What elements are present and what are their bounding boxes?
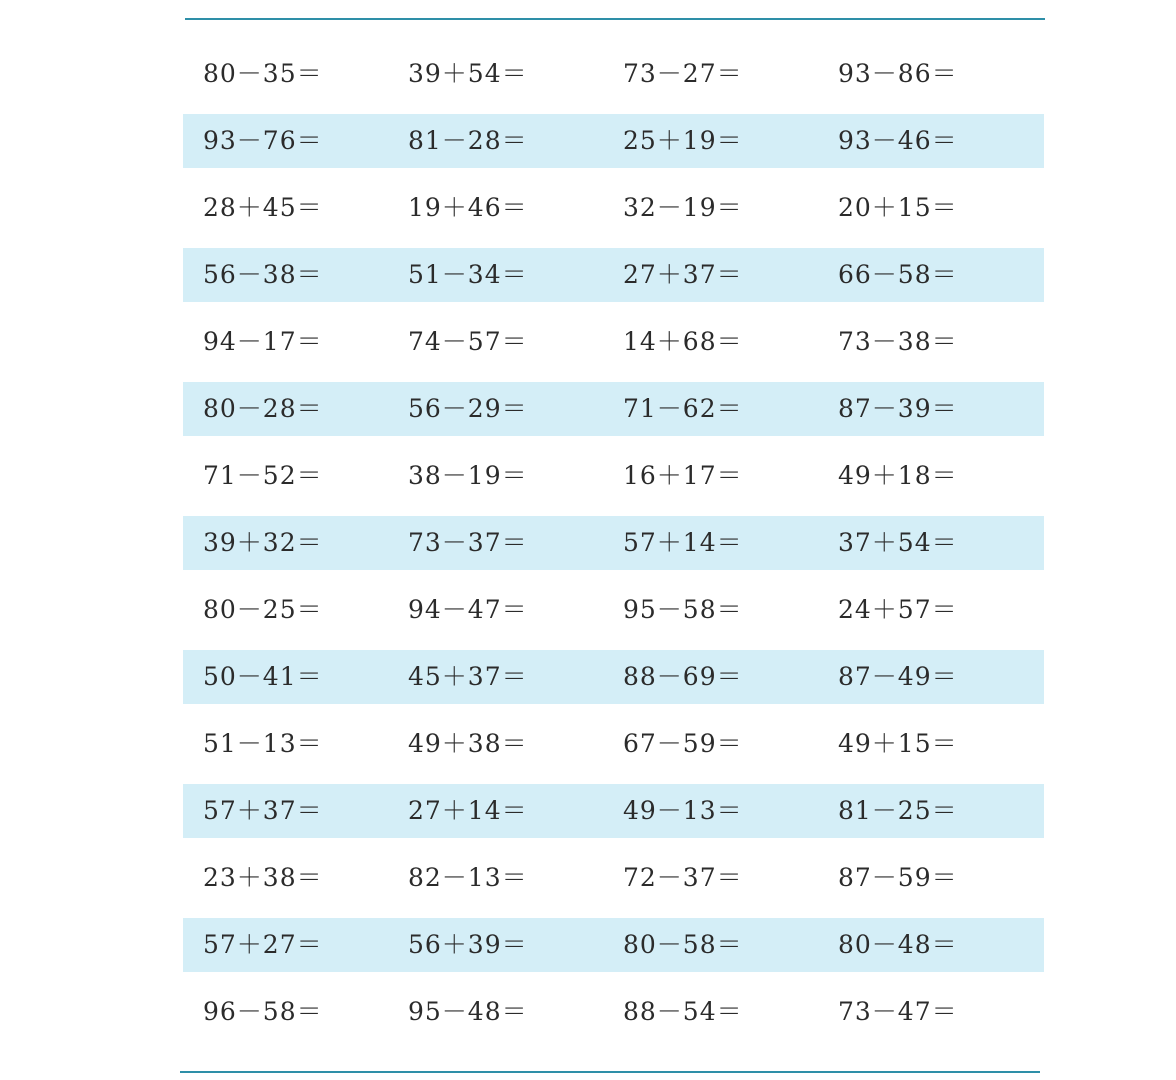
problem-row (183, 382, 1044, 436)
problem-row (183, 181, 1044, 235)
arithmetic-problem: 87－39＝ (838, 394, 958, 423)
arithmetic-problem: 80－48＝ (838, 930, 958, 959)
arithmetic-problem: 51－13＝ (203, 729, 323, 758)
arithmetic-problem: 25＋19＝ (623, 126, 743, 155)
problem-row (183, 985, 1044, 1039)
arithmetic-problem: 73－37＝ (408, 528, 528, 557)
arithmetic-problem: 37＋54＝ (838, 528, 958, 557)
arithmetic-problem: 93－86＝ (838, 59, 958, 88)
arithmetic-problem: 27＋37＝ (623, 260, 743, 289)
arithmetic-problem: 14＋68＝ (623, 327, 743, 356)
problem-row (183, 315, 1044, 369)
arithmetic-problem: 56－29＝ (408, 394, 528, 423)
arithmetic-problem: 72－37＝ (623, 863, 743, 892)
arithmetic-problem: 57＋27＝ (203, 930, 323, 959)
arithmetic-problem: 39＋54＝ (408, 59, 528, 88)
arithmetic-problem: 80－25＝ (203, 595, 323, 624)
problem-row (183, 114, 1044, 168)
arithmetic-problem: 80－28＝ (203, 394, 323, 423)
arithmetic-problem: 71－52＝ (203, 461, 323, 490)
problem-row (183, 717, 1044, 771)
arithmetic-problem: 49＋15＝ (838, 729, 958, 758)
problem-row (183, 47, 1044, 101)
problem-row (183, 650, 1044, 704)
arithmetic-problem: 49－13＝ (623, 796, 743, 825)
arithmetic-problem: 80－35＝ (203, 59, 323, 88)
top-rule (185, 18, 1045, 20)
problem-row (183, 583, 1044, 637)
arithmetic-problem: 87－59＝ (838, 863, 958, 892)
arithmetic-problem: 96－58＝ (203, 997, 323, 1026)
arithmetic-problem: 80－58＝ (623, 930, 743, 959)
arithmetic-problem: 38－19＝ (408, 461, 528, 490)
arithmetic-problem: 66－58＝ (838, 260, 958, 289)
arithmetic-problem: 23＋38＝ (203, 863, 323, 892)
problem-row (183, 918, 1044, 972)
arithmetic-problem: 45＋37＝ (408, 662, 528, 691)
arithmetic-problem: 50－41＝ (203, 662, 323, 691)
arithmetic-problem: 88－54＝ (623, 997, 743, 1026)
arithmetic-problem: 73－27＝ (623, 59, 743, 88)
arithmetic-problem: 93－76＝ (203, 126, 323, 155)
arithmetic-problem: 71－62＝ (623, 394, 743, 423)
arithmetic-problem: 49＋38＝ (408, 729, 528, 758)
arithmetic-problem: 20＋15＝ (838, 193, 958, 222)
arithmetic-problem: 81－28＝ (408, 126, 528, 155)
arithmetic-problem: 49＋18＝ (838, 461, 958, 490)
arithmetic-problem: 95－48＝ (408, 997, 528, 1026)
arithmetic-problem: 57＋37＝ (203, 796, 323, 825)
problem-row (183, 851, 1044, 905)
arithmetic-problem: 16＋17＝ (623, 461, 743, 490)
arithmetic-problem: 73－47＝ (838, 997, 958, 1026)
arithmetic-problem: 67－59＝ (623, 729, 743, 758)
arithmetic-problem: 88－69＝ (623, 662, 743, 691)
problem-grid (183, 47, 1044, 1052)
arithmetic-problem: 94－47＝ (408, 595, 528, 624)
arithmetic-problem: 24＋57＝ (838, 595, 958, 624)
arithmetic-problem: 73－38＝ (838, 327, 958, 356)
arithmetic-problem: 28＋45＝ (203, 193, 323, 222)
arithmetic-problem: 74－57＝ (408, 327, 528, 356)
problem-row (183, 449, 1044, 503)
problem-row (183, 784, 1044, 838)
problem-row (183, 248, 1044, 302)
bottom-rule (180, 1071, 1040, 1073)
arithmetic-problem: 94－17＝ (203, 327, 323, 356)
problem-row (183, 516, 1044, 570)
arithmetic-problem: 39＋32＝ (203, 528, 323, 557)
arithmetic-problem: 81－25＝ (838, 796, 958, 825)
arithmetic-problem: 32－19＝ (623, 193, 743, 222)
arithmetic-problem: 82－13＝ (408, 863, 528, 892)
arithmetic-problem: 95－58＝ (623, 595, 743, 624)
arithmetic-problem: 19＋46＝ (408, 193, 528, 222)
arithmetic-problem: 56－38＝ (203, 260, 323, 289)
arithmetic-problem: 87－49＝ (838, 662, 958, 691)
arithmetic-problem: 56＋39＝ (408, 930, 528, 959)
arithmetic-problem: 51－34＝ (408, 260, 528, 289)
arithmetic-problem: 27＋14＝ (408, 796, 528, 825)
arithmetic-problem: 93－46＝ (838, 126, 958, 155)
arithmetic-problem: 57＋14＝ (623, 528, 743, 557)
